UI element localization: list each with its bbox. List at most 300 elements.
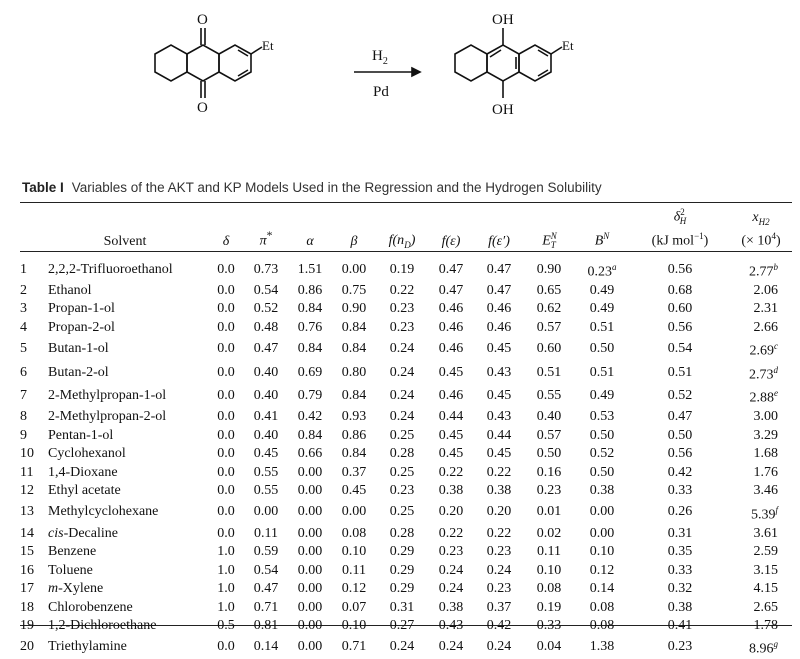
cell-fnd: 0.28 — [389, 525, 415, 541]
row-index: 20 — [20, 639, 34, 655]
table-row — [20, 319, 792, 338]
cell-pi: 0.55 — [253, 464, 279, 480]
cell-bn: 0.00 — [589, 504, 615, 520]
cell-bn: 0.50 — [589, 427, 615, 443]
cell-pi: 0.47 — [253, 340, 279, 356]
cell-pi: 0.81 — [253, 618, 279, 634]
cell-dh: 0.51 — [667, 364, 693, 380]
cell-fe: 0.45 — [438, 427, 464, 443]
cell-xh: 5.39$^f$ — [750, 504, 778, 523]
cell-dh: 0.56 — [667, 261, 693, 277]
cell-fe2: 0.23 — [486, 544, 512, 560]
table-caption — [22, 180, 792, 195]
reaction-scheme — [0, 0, 800, 178]
cell-d: 1.0 — [217, 562, 235, 578]
cell-fnd: 0.24 — [389, 340, 415, 356]
cell-dh: 0.35 — [667, 544, 693, 560]
cell-dh: 0.52 — [667, 388, 693, 404]
table-row — [20, 427, 792, 446]
cell-d: 0.5 — [217, 618, 235, 634]
row-index: 15 — [20, 544, 34, 560]
cell-et: 0.01 — [536, 504, 562, 520]
cell-fe: 0.45 — [438, 364, 464, 380]
cell-fe: 0.46 — [438, 388, 464, 404]
cell-bn: 0.51 — [589, 319, 615, 335]
cell-d: 0.0 — [217, 483, 235, 499]
cell-d: 0.0 — [217, 427, 235, 443]
header-delta: δ — [222, 234, 230, 249]
cell-b: 0.84 — [341, 340, 367, 356]
cell-fe2: 0.23 — [486, 581, 512, 597]
cell-xh: 1.68 — [753, 446, 778, 462]
cell-et: 0.60 — [536, 340, 562, 356]
cell-et: 0.33 — [536, 618, 562, 634]
cell-b: 0.12 — [341, 581, 367, 597]
cell-pi: 0.54 — [253, 562, 279, 578]
row-index: 18 — [20, 599, 34, 615]
table-row — [20, 543, 792, 562]
row-index: 16 — [20, 562, 34, 578]
cell-dh: 0.33 — [667, 483, 693, 499]
row-solvent: Toluene — [48, 562, 93, 578]
reactant-bottom-oxygen: O — [197, 100, 208, 116]
cell-a: 0.84 — [297, 301, 323, 317]
cell-bn: 0.38 — [589, 483, 615, 499]
row-solvent: Butan-2-ol — [48, 364, 109, 380]
cell-et: 0.55 — [536, 388, 562, 404]
cell-fnd: 0.23 — [389, 319, 415, 335]
cell-b: 0.10 — [341, 618, 367, 634]
row-solvent: 2-Methylpropan-1-ol — [48, 388, 167, 404]
header-solvent: Solvent — [103, 234, 147, 249]
cell-et: 0.51 — [536, 364, 562, 380]
cell-d: 0.0 — [217, 504, 235, 520]
cell-xh: 4.15 — [753, 581, 778, 597]
cell-b: 0.07 — [341, 599, 367, 615]
cell-d: 0.0 — [217, 388, 235, 404]
cell-fe2: 0.22 — [486, 525, 512, 541]
cell-a: 0.79 — [297, 388, 323, 404]
table-row — [20, 445, 792, 464]
cell-pi: 0.41 — [253, 409, 279, 425]
table-row — [20, 561, 792, 580]
reaction-arrow — [354, 68, 420, 76]
reagent-hydrogen: $H_2$ — [372, 48, 388, 67]
cell-bn: 0.52 — [589, 446, 615, 462]
cell-bn: 0.49 — [589, 301, 615, 317]
cell-b: 0.75 — [341, 282, 367, 298]
cell-a: 0.84 — [297, 340, 323, 356]
header-f-epsilon-prime: f(ε′) — [488, 234, 510, 249]
reactant-structure — [155, 28, 262, 98]
cell-xh: 2.65 — [753, 599, 778, 615]
cell-pi: 0.48 — [253, 319, 279, 335]
row-index: 14 — [20, 525, 34, 541]
cell-pi: 0.40 — [253, 427, 279, 443]
cell-bn: 0.12 — [589, 562, 615, 578]
table-row — [20, 384, 792, 408]
cell-bn: 0.14 — [589, 581, 615, 597]
cell-pi: 0.71 — [253, 599, 279, 615]
cell-et: 0.57 — [536, 319, 562, 335]
cell-fe: 0.46 — [438, 319, 464, 335]
cell-a: 0.00 — [297, 639, 323, 655]
cell-a: 0.00 — [297, 525, 323, 541]
cell-fnd: 0.27 — [389, 618, 415, 634]
row-solvent: Benzene — [48, 544, 97, 560]
cell-d: 0.0 — [217, 364, 235, 380]
cell-xh: 2.06 — [753, 282, 778, 298]
row-solvent: Butan-1-ol — [48, 340, 109, 356]
cell-fnd: 0.28 — [389, 446, 415, 462]
cell-fe2: 0.22 — [486, 464, 512, 480]
cell-fnd: 0.22 — [389, 282, 415, 298]
cell-pi: 0.11 — [254, 525, 278, 541]
row-solvent: 1,2-Dichloroethane — [48, 618, 157, 634]
cell-fnd: 0.19 — [389, 261, 415, 277]
cell-fe2: 0.44 — [486, 427, 512, 443]
row-solvent: Ethanol — [48, 282, 92, 298]
cell-pi: 0.40 — [253, 388, 279, 404]
cell-bn: 0.10 — [589, 544, 615, 560]
row-solvent: Triethylamine — [48, 639, 127, 655]
row-index: 2 — [20, 282, 27, 298]
cell-fe2: 0.43 — [486, 364, 512, 380]
cell-pi: 0.54 — [253, 282, 279, 298]
cell-et: 0.10 — [536, 562, 562, 578]
row-index: 17 — [20, 581, 34, 597]
cell-xh: 2.69$^c$ — [749, 341, 778, 359]
cell-fe: 0.47 — [438, 261, 464, 277]
row-index: 8 — [20, 409, 27, 425]
table-row — [20, 300, 792, 319]
row-index: 10 — [20, 446, 34, 462]
row-index: 11 — [20, 464, 34, 480]
cell-b: 0.84 — [341, 446, 367, 462]
cell-et: 0.50 — [536, 446, 562, 462]
cell-d: 1.0 — [217, 599, 235, 615]
header-pi-star: π* — [259, 229, 273, 249]
cell-bn: 0.51 — [589, 364, 615, 380]
row-solvent: Pentan-1-ol — [48, 427, 114, 443]
cell-fe: 0.24 — [438, 562, 464, 578]
cell-dh: 0.32 — [667, 581, 693, 597]
row-index: 6 — [20, 364, 27, 380]
cell-dh: 0.41 — [667, 618, 693, 634]
cell-a: 0.42 — [297, 409, 323, 425]
cell-pi: 0.45 — [253, 446, 279, 462]
cell-et: 0.40 — [536, 409, 562, 425]
cell-fnd: 0.25 — [389, 504, 415, 520]
product-ethyl-label: Et — [562, 38, 574, 53]
header-x-h2: $x_{H2}$ (× $10^4$) — [741, 209, 781, 249]
cell-bn: 0.49 — [589, 388, 615, 404]
cell-et: 0.65 — [536, 282, 562, 298]
cell-fnd: 0.24 — [389, 409, 415, 425]
cell-pi: 0.14 — [253, 639, 279, 655]
cell-d: 0.0 — [217, 525, 235, 541]
cell-d: 0.0 — [217, 639, 235, 655]
cell-bn: 0.53 — [589, 409, 615, 425]
row-solvent: cis-Decaline — [48, 525, 118, 541]
cell-fe2: 0.20 — [486, 504, 512, 520]
cell-a: 0.00 — [297, 483, 323, 499]
row-index: 5 — [20, 340, 27, 356]
cell-pi: 0.52 — [253, 301, 279, 317]
cell-pi: 0.40 — [253, 364, 279, 380]
row-index: 3 — [20, 301, 27, 317]
cell-et: 0.11 — [537, 544, 561, 560]
cell-fnd: 0.29 — [389, 544, 415, 560]
cell-dh: 0.68 — [667, 282, 693, 298]
cell-et: 0.04 — [536, 639, 562, 655]
cell-xh: 3.61 — [753, 525, 778, 541]
cell-fnd: 0.24 — [389, 388, 415, 404]
cell-fe2: 0.43 — [486, 409, 512, 425]
cell-dh: 0.56 — [667, 319, 693, 335]
cell-dh: 0.42 — [667, 464, 693, 480]
cell-fe2: 0.46 — [486, 301, 512, 317]
cell-xh: 2.66 — [753, 319, 778, 335]
cell-fe: 0.38 — [438, 599, 464, 615]
cell-fe2: 0.37 — [486, 599, 512, 615]
table-row — [20, 282, 792, 301]
cell-a: 0.00 — [297, 618, 323, 634]
cell-b: 0.90 — [341, 301, 367, 317]
cell-a: 1.51 — [297, 261, 323, 277]
cell-d: 1.0 — [217, 544, 235, 560]
row-solvent: Cyclohexanol — [48, 446, 126, 462]
cell-et: 0.08 — [536, 581, 562, 597]
cell-fnd: 0.23 — [389, 483, 415, 499]
cell-fnd: 0.24 — [389, 639, 415, 655]
row-index: 4 — [20, 319, 27, 335]
reactant-ethyl-label: Et — [262, 38, 274, 53]
row-solvent: Propan-2-ol — [48, 319, 115, 335]
row-index: 7 — [20, 388, 27, 404]
cell-fe: 0.45 — [438, 446, 464, 462]
table-row — [20, 464, 792, 483]
reactant-top-oxygen: O — [197, 12, 208, 28]
cell-a: 0.84 — [297, 427, 323, 443]
cell-a: 0.00 — [297, 544, 323, 560]
cell-fnd: 0.25 — [389, 464, 415, 480]
cell-xh: 3.29 — [753, 427, 778, 443]
cell-b: 0.84 — [341, 319, 367, 335]
row-solvent: Ethyl acetate — [48, 483, 121, 499]
row-index: 12 — [20, 483, 34, 499]
cell-fnd: 0.24 — [389, 364, 415, 380]
cell-a: 0.76 — [297, 319, 323, 335]
cell-fnd: 0.23 — [389, 301, 415, 317]
cell-fe: 0.23 — [438, 544, 464, 560]
table-row — [20, 501, 792, 525]
table-row — [20, 635, 792, 659]
cell-dh: 0.56 — [667, 446, 693, 462]
cell-d: 0.0 — [217, 409, 235, 425]
cell-b: 0.00 — [341, 504, 367, 520]
cell-fe2: 0.47 — [486, 282, 512, 298]
cell-et: 0.23 — [536, 483, 562, 499]
cell-d: 0.0 — [217, 301, 235, 317]
header-alpha: α — [306, 234, 314, 249]
row-solvent: m-Xylene — [48, 581, 104, 597]
cell-d: 1.0 — [217, 581, 235, 597]
table-row — [20, 617, 792, 636]
cell-dh: 0.60 — [667, 301, 693, 317]
header-index — [20, 203, 42, 258]
cell-fe2: 0.24 — [486, 639, 512, 655]
cell-xh: 2.59 — [753, 544, 778, 560]
table-caption-label: Table I — [22, 180, 64, 195]
cell-dh: 0.50 — [667, 427, 693, 443]
cell-b: 0.86 — [341, 427, 367, 443]
cell-dh: 0.26 — [667, 504, 693, 520]
cell-a: 0.86 — [297, 282, 323, 298]
table-caption-text: Variables of the AKT and KP Models Used in the Regression and the Hydrogen Solubility — [71, 180, 602, 195]
product-structure — [455, 28, 562, 98]
cell-et: 0.02 — [536, 525, 562, 541]
cell-bn: 1.38 — [589, 639, 615, 655]
header-b-n: $B^N$ — [594, 231, 610, 249]
row-solvent: 2,2,2-Trifluoroethanol — [48, 261, 173, 277]
cell-fe: 0.24 — [438, 581, 464, 597]
cell-b: 0.08 — [341, 525, 367, 541]
cell-d: 0.0 — [217, 340, 235, 356]
cell-d: 0.0 — [217, 319, 235, 335]
cell-fe: 0.38 — [438, 483, 464, 499]
solvent-table — [20, 203, 792, 659]
cell-b: 0.10 — [341, 544, 367, 560]
table-body — [20, 258, 792, 659]
table-row — [20, 258, 792, 282]
cell-b: 0.93 — [341, 409, 367, 425]
cell-d: 0.0 — [217, 261, 235, 277]
cell-bn: 0.00 — [589, 525, 615, 541]
cell-bn: 0.08 — [589, 618, 615, 634]
cell-a: 0.00 — [297, 599, 323, 615]
cell-fnd: 0.29 — [389, 562, 415, 578]
cell-bn: 0.50 — [589, 464, 615, 480]
table-row — [20, 337, 792, 361]
cell-fe2: 0.46 — [486, 319, 512, 335]
cell-fe2: 0.42 — [486, 618, 512, 634]
cell-pi: 0.73 — [253, 261, 279, 277]
cell-fe: 0.43 — [438, 618, 464, 634]
cell-fe: 0.24 — [438, 639, 464, 655]
header-delta-h2: $\delta^2_H$ (kJ mol$^{-1}$) — [651, 206, 709, 249]
cell-a: 0.69 — [297, 364, 323, 380]
header-beta: β — [350, 234, 358, 249]
cell-pi: 0.59 — [253, 544, 279, 560]
cell-b: 0.45 — [341, 483, 367, 499]
table-row — [20, 580, 792, 599]
cell-dh: 0.38 — [667, 599, 693, 615]
cell-xh: 2.73$^d$ — [749, 364, 778, 383]
cell-xh: 2.31 — [753, 301, 778, 317]
cell-xh: 1.78 — [753, 618, 778, 634]
row-solvent: 2-Methylpropan-2-ol — [48, 409, 167, 425]
cell-et: 0.19 — [536, 599, 562, 615]
cell-pi: 0.00 — [253, 504, 279, 520]
cell-fe: 0.46 — [438, 340, 464, 356]
table-row — [20, 598, 792, 617]
cell-b: 0.11 — [342, 562, 366, 578]
cell-pi: 0.47 — [253, 581, 279, 597]
row-solvent: Chlorobenzene — [48, 599, 133, 615]
cell-b: 0.37 — [341, 464, 367, 480]
cell-fe2: 0.24 — [486, 562, 512, 578]
cell-d: 0.0 — [217, 446, 235, 462]
header-f-nd: $f(n_D)$ — [388, 233, 416, 250]
table-header-row — [20, 203, 792, 258]
cell-a: 0.00 — [297, 581, 323, 597]
product-bottom-hydroxyl: OH — [492, 102, 514, 118]
cell-a: 0.00 — [297, 504, 323, 520]
header-et-n: $E^N_T$ — [542, 230, 557, 250]
cell-fe: 0.22 — [438, 464, 464, 480]
cell-xh: 2.77$^b$ — [749, 262, 778, 280]
cell-xh: 3.15 — [753, 562, 778, 578]
cell-fe2: 0.47 — [486, 261, 512, 277]
cell-et: 0.62 — [536, 301, 562, 317]
row-index: 1 — [20, 261, 27, 277]
cell-xh: 3.46 — [753, 483, 778, 499]
cell-d: 0.0 — [217, 282, 235, 298]
table-row — [20, 408, 792, 427]
cell-fe: 0.22 — [438, 525, 464, 541]
cell-fe2: 0.45 — [486, 388, 512, 404]
cell-dh: 0.33 — [667, 562, 693, 578]
cell-xh: 3.00 — [753, 409, 778, 425]
cell-b: 0.00 — [341, 261, 367, 277]
cell-et: 0.90 — [536, 261, 562, 277]
cell-b: 0.80 — [341, 364, 367, 380]
cell-bn: 0.08 — [589, 599, 615, 615]
cell-bn: 0.50 — [589, 340, 615, 356]
row-solvent: Methylcyclohexane — [48, 504, 159, 520]
cell-dh: 0.47 — [667, 409, 693, 425]
cell-bn: 0.23$^a$ — [587, 262, 617, 280]
cell-b: 0.84 — [341, 388, 367, 404]
table-row — [20, 361, 792, 385]
cell-fe: 0.46 — [438, 301, 464, 317]
cell-fe: 0.20 — [438, 504, 464, 520]
cell-xh: 1.76 — [753, 464, 778, 480]
cell-pi: 0.55 — [253, 483, 279, 499]
cell-dh: 0.31 — [667, 525, 693, 541]
data-table-container — [20, 203, 792, 659]
table-row — [20, 482, 792, 501]
cell-bn: 0.49 — [589, 282, 615, 298]
reagent-catalyst: Pd — [373, 84, 389, 100]
cell-dh: 0.23 — [667, 639, 693, 655]
cell-fe2: 0.45 — [486, 340, 512, 356]
cell-fe2: 0.38 — [486, 483, 512, 499]
header-f-epsilon: f(ε) — [441, 234, 461, 249]
table-row — [20, 524, 792, 543]
row-index: 13 — [20, 504, 34, 520]
product-top-hydroxyl: OH — [492, 12, 514, 28]
cell-a: 0.00 — [297, 562, 323, 578]
cell-b: 0.71 — [341, 639, 367, 655]
cell-fnd: 0.29 — [389, 581, 415, 597]
cell-a: 0.00 — [297, 464, 323, 480]
cell-et: 0.57 — [536, 427, 562, 443]
cell-xh: 2.88e — [749, 388, 778, 407]
row-index: 19 — [20, 618, 34, 634]
cell-fe: 0.44 — [438, 409, 464, 425]
